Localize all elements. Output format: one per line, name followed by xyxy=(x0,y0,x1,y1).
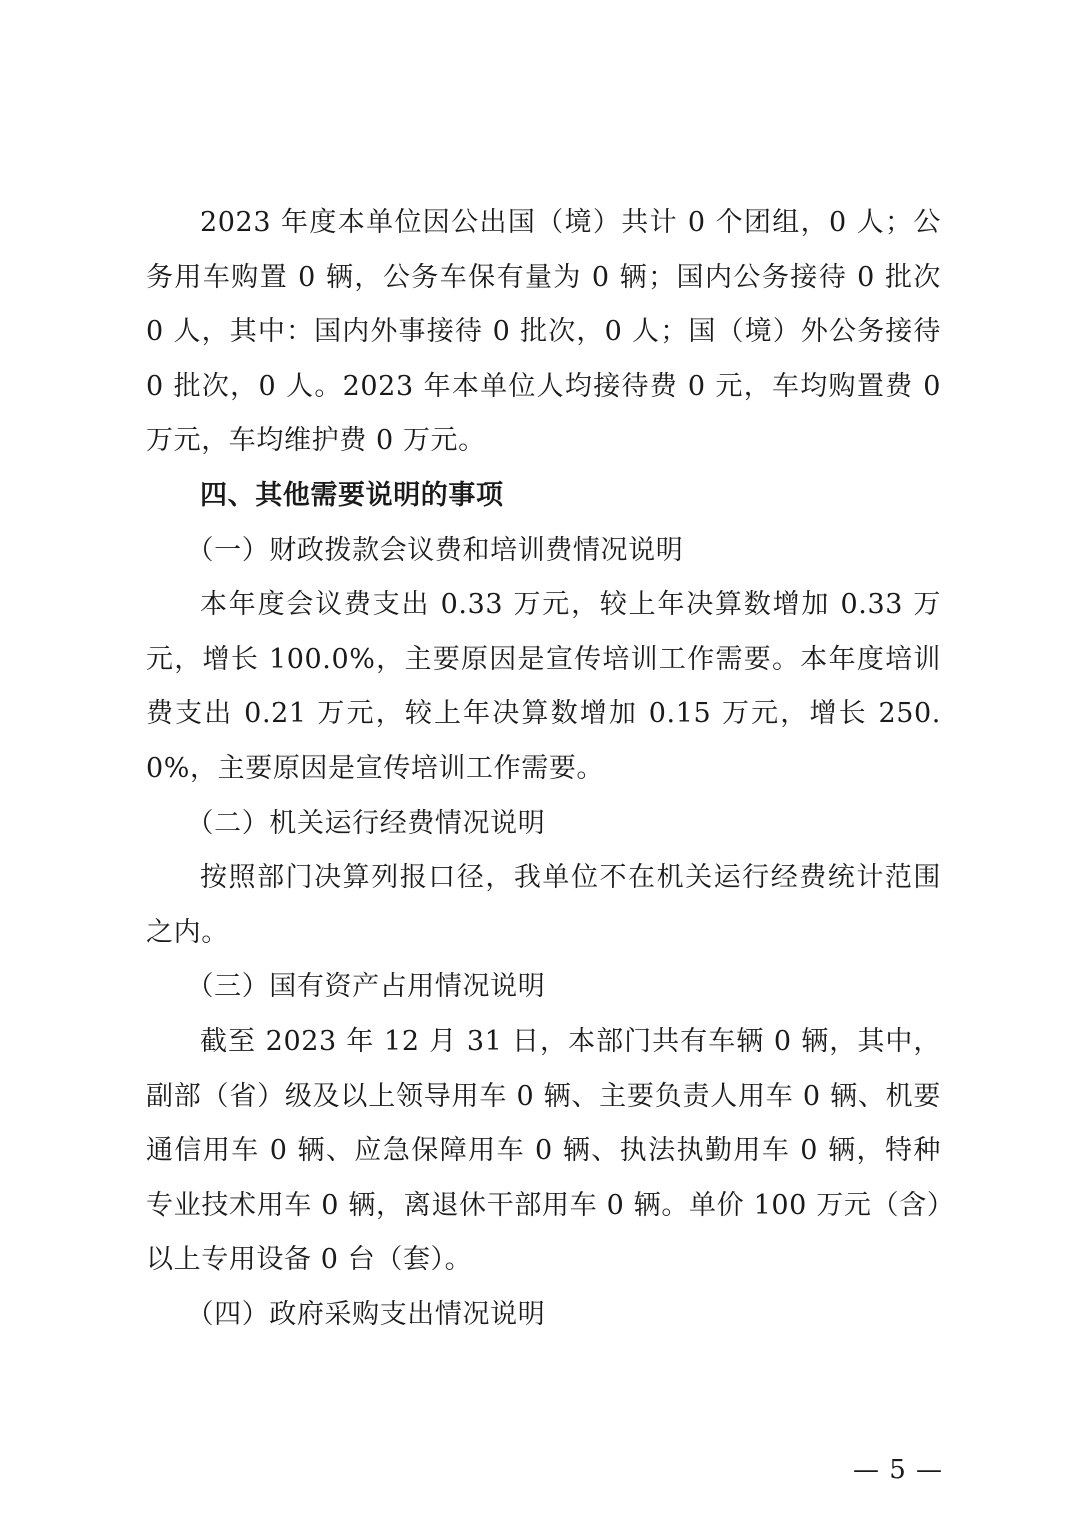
paragraph-meeting-training: 本年度会议费支出 0.33 万元，较上年决算数增加 0.33 万元，增长 100.0%，主要原因是宣传培训工作需要。本年度培训费支出 0.21 万元，较上年决算数增加 0.15 万元，增长 250.0%，主要原因是宣传培训工作需要。 xyxy=(146,589,941,784)
paragraph-state-assets: 截至 2023 年 12 月 31 日，本部门共有车辆 0 辆，其中，副部（省）级及以上领导用车 0 辆、主要负责人用车 0 辆、机要通信用车 0 辆、应急保障用车 0 辆、执法执勤用车 0 辆，特种专业技术用车 0 辆，离退休干部用车 0 辆。单价 100 万元（含）以上专用设备 0 台（套）。 xyxy=(146,1025,941,1276)
subheading-meeting-training: （一）财政拨款会议费和培训费情况说明 xyxy=(186,534,684,566)
page-number: — 5 — xyxy=(852,1455,944,1485)
subheading-government-procurement: （四）政府采购支出情况说明 xyxy=(186,1298,546,1330)
subheading-operating-expenses: （二）机关运行经费情况说明 xyxy=(186,807,546,839)
subheading-state-assets: （三）国有资产占用情况说明 xyxy=(186,971,546,1003)
paragraph-overseas-reception: 2023 年度本单位因公出国（境）共计 0 个团组，0 人；公务用车购置 0 辆，公务车保有量为 0 辆；国内公务接待 0 批次 0 人，其中：国内外事接待 0 批次，0 人；国（境）外公务接待 0 批次，0 人。2023 年本单位人均接待费 0 元，车均购置费 0 万元，车均维护费 0 万元。 xyxy=(146,207,941,457)
section-heading-other-matters: 四、其他需要说明的事项 xyxy=(200,479,504,511)
paragraph-operating-expenses: 按照部门决算列报口径，我单位不在机关运行经费统计范围之内。 xyxy=(146,862,941,948)
document-body xyxy=(146,196,941,1342)
